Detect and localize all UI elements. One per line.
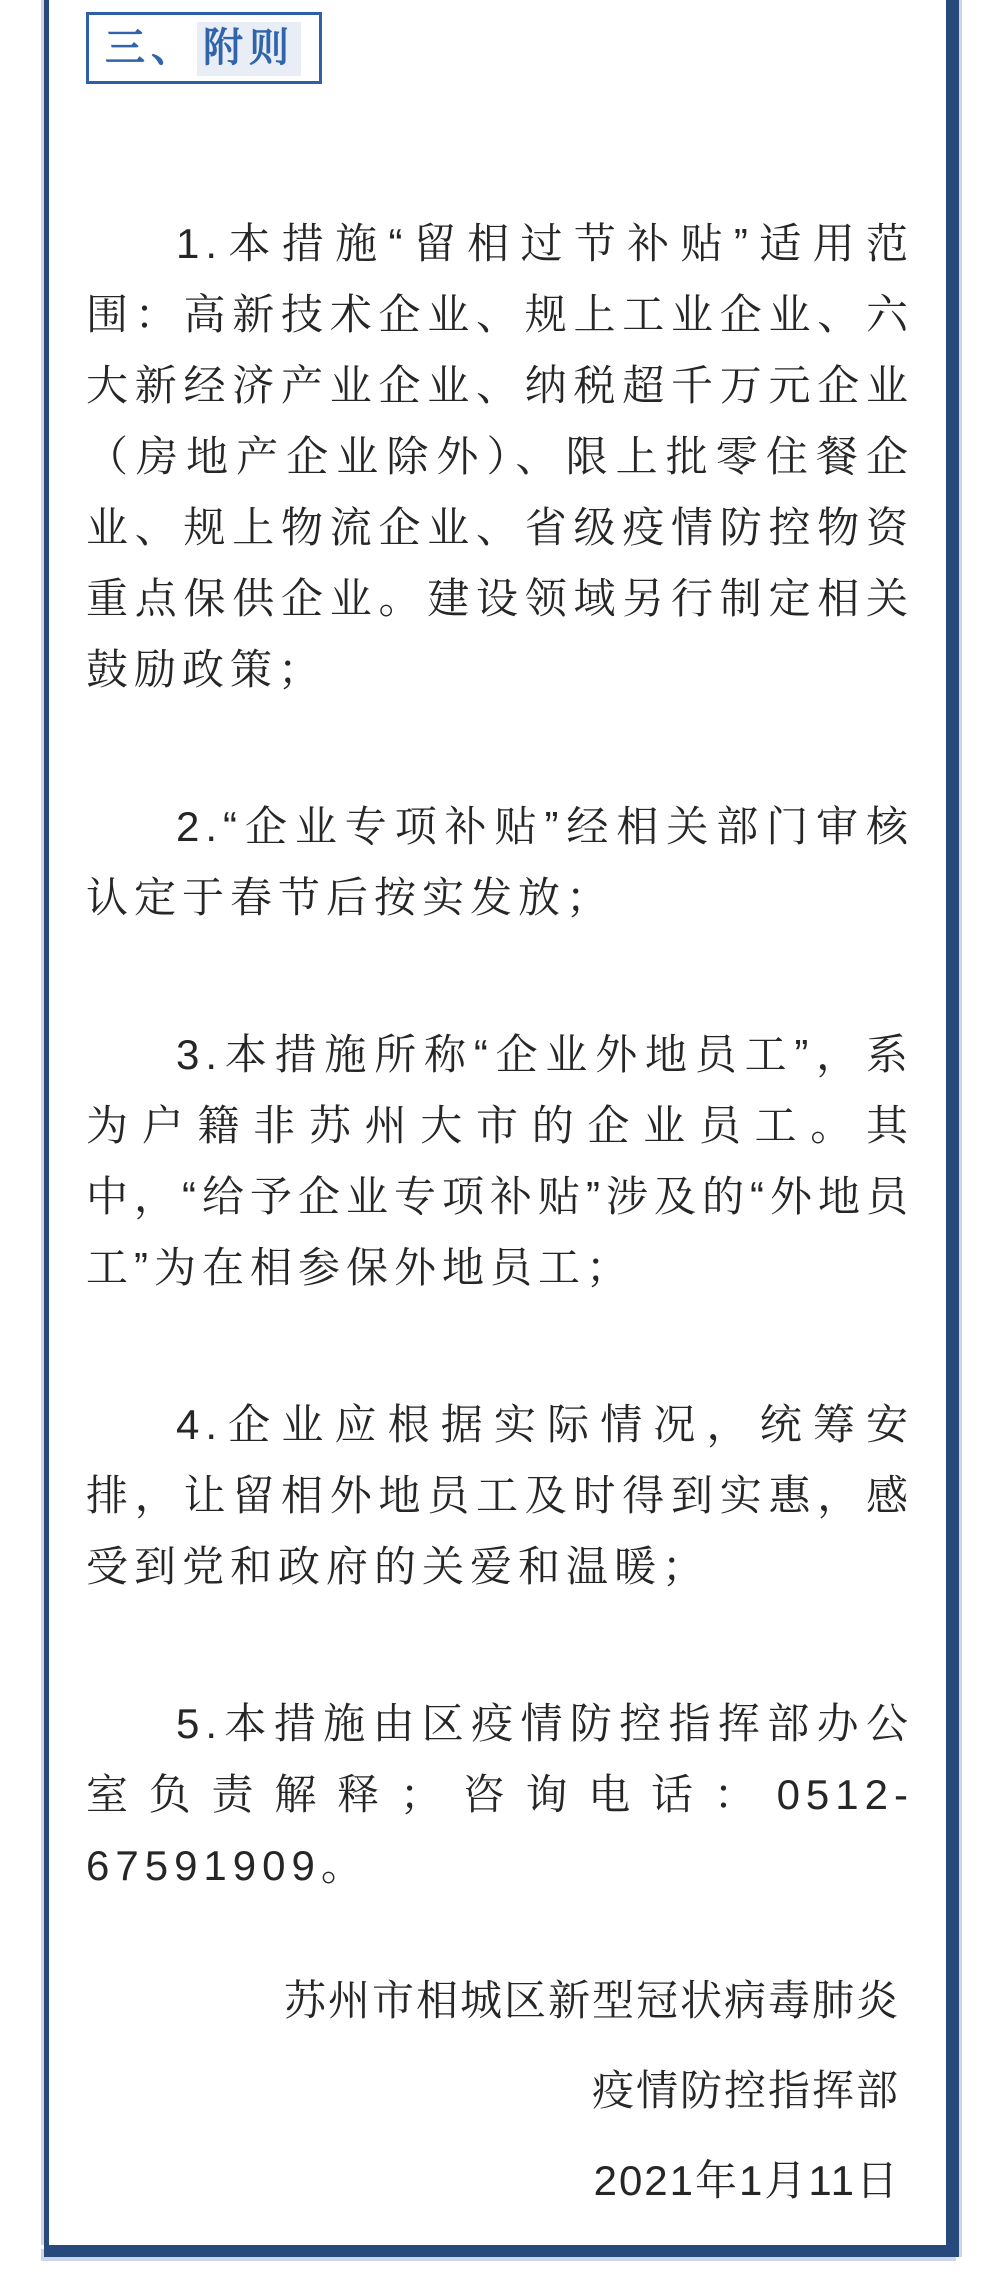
signature-org-line2: 疫情防控指挥部 xyxy=(591,2067,900,2114)
section-title: 附则 xyxy=(197,22,301,76)
body-text xyxy=(86,208,914,1901)
left-border-line xyxy=(44,0,49,2245)
signature-date: 2021年1月11日 xyxy=(593,2157,900,2204)
section-header xyxy=(86,12,322,84)
signature-block xyxy=(86,1956,914,2226)
right-border-bar xyxy=(946,0,959,2257)
body-paragraph: 4.企业应根据实际情况，统筹安排，让留相外地员工及时得到实惠，感受到党和政府的关爱和温暖； xyxy=(86,1401,914,1590)
bottom-border-bar xyxy=(44,2245,959,2257)
body-paragraph: 2.“企业专项补贴”经相关部门审核认定于春节后按实发放； xyxy=(86,803,914,921)
section-number: 三、 xyxy=(105,26,197,70)
body-paragraph: 3.本措施所称“企业外地员工”，系为户籍非苏州大市的企业员工。其中，“给予企业专项补贴”涉及的“外地员工”为在相参保外地员工； xyxy=(86,1031,914,1291)
body-paragraph: 1.本措施“留相过节补贴”适用范围：高新技术企业、规上工业企业、六大新经济产业企业、纳税超千万元企业（房地产企业除外）、限上批零住餐企业、规上物流企业、省级疫情防控物资重点保供企业。建设领域另行制定相关鼓励政策； xyxy=(86,220,914,693)
signature-org-line1: 苏州市相城区新型冠状病毒肺炎 xyxy=(283,1977,900,2024)
notice-content xyxy=(86,95,914,2226)
body-paragraph: 5.本措施由区疫情防控指挥部办公室负责解释；咨询电话：0512-67591909。 xyxy=(86,1700,914,1889)
